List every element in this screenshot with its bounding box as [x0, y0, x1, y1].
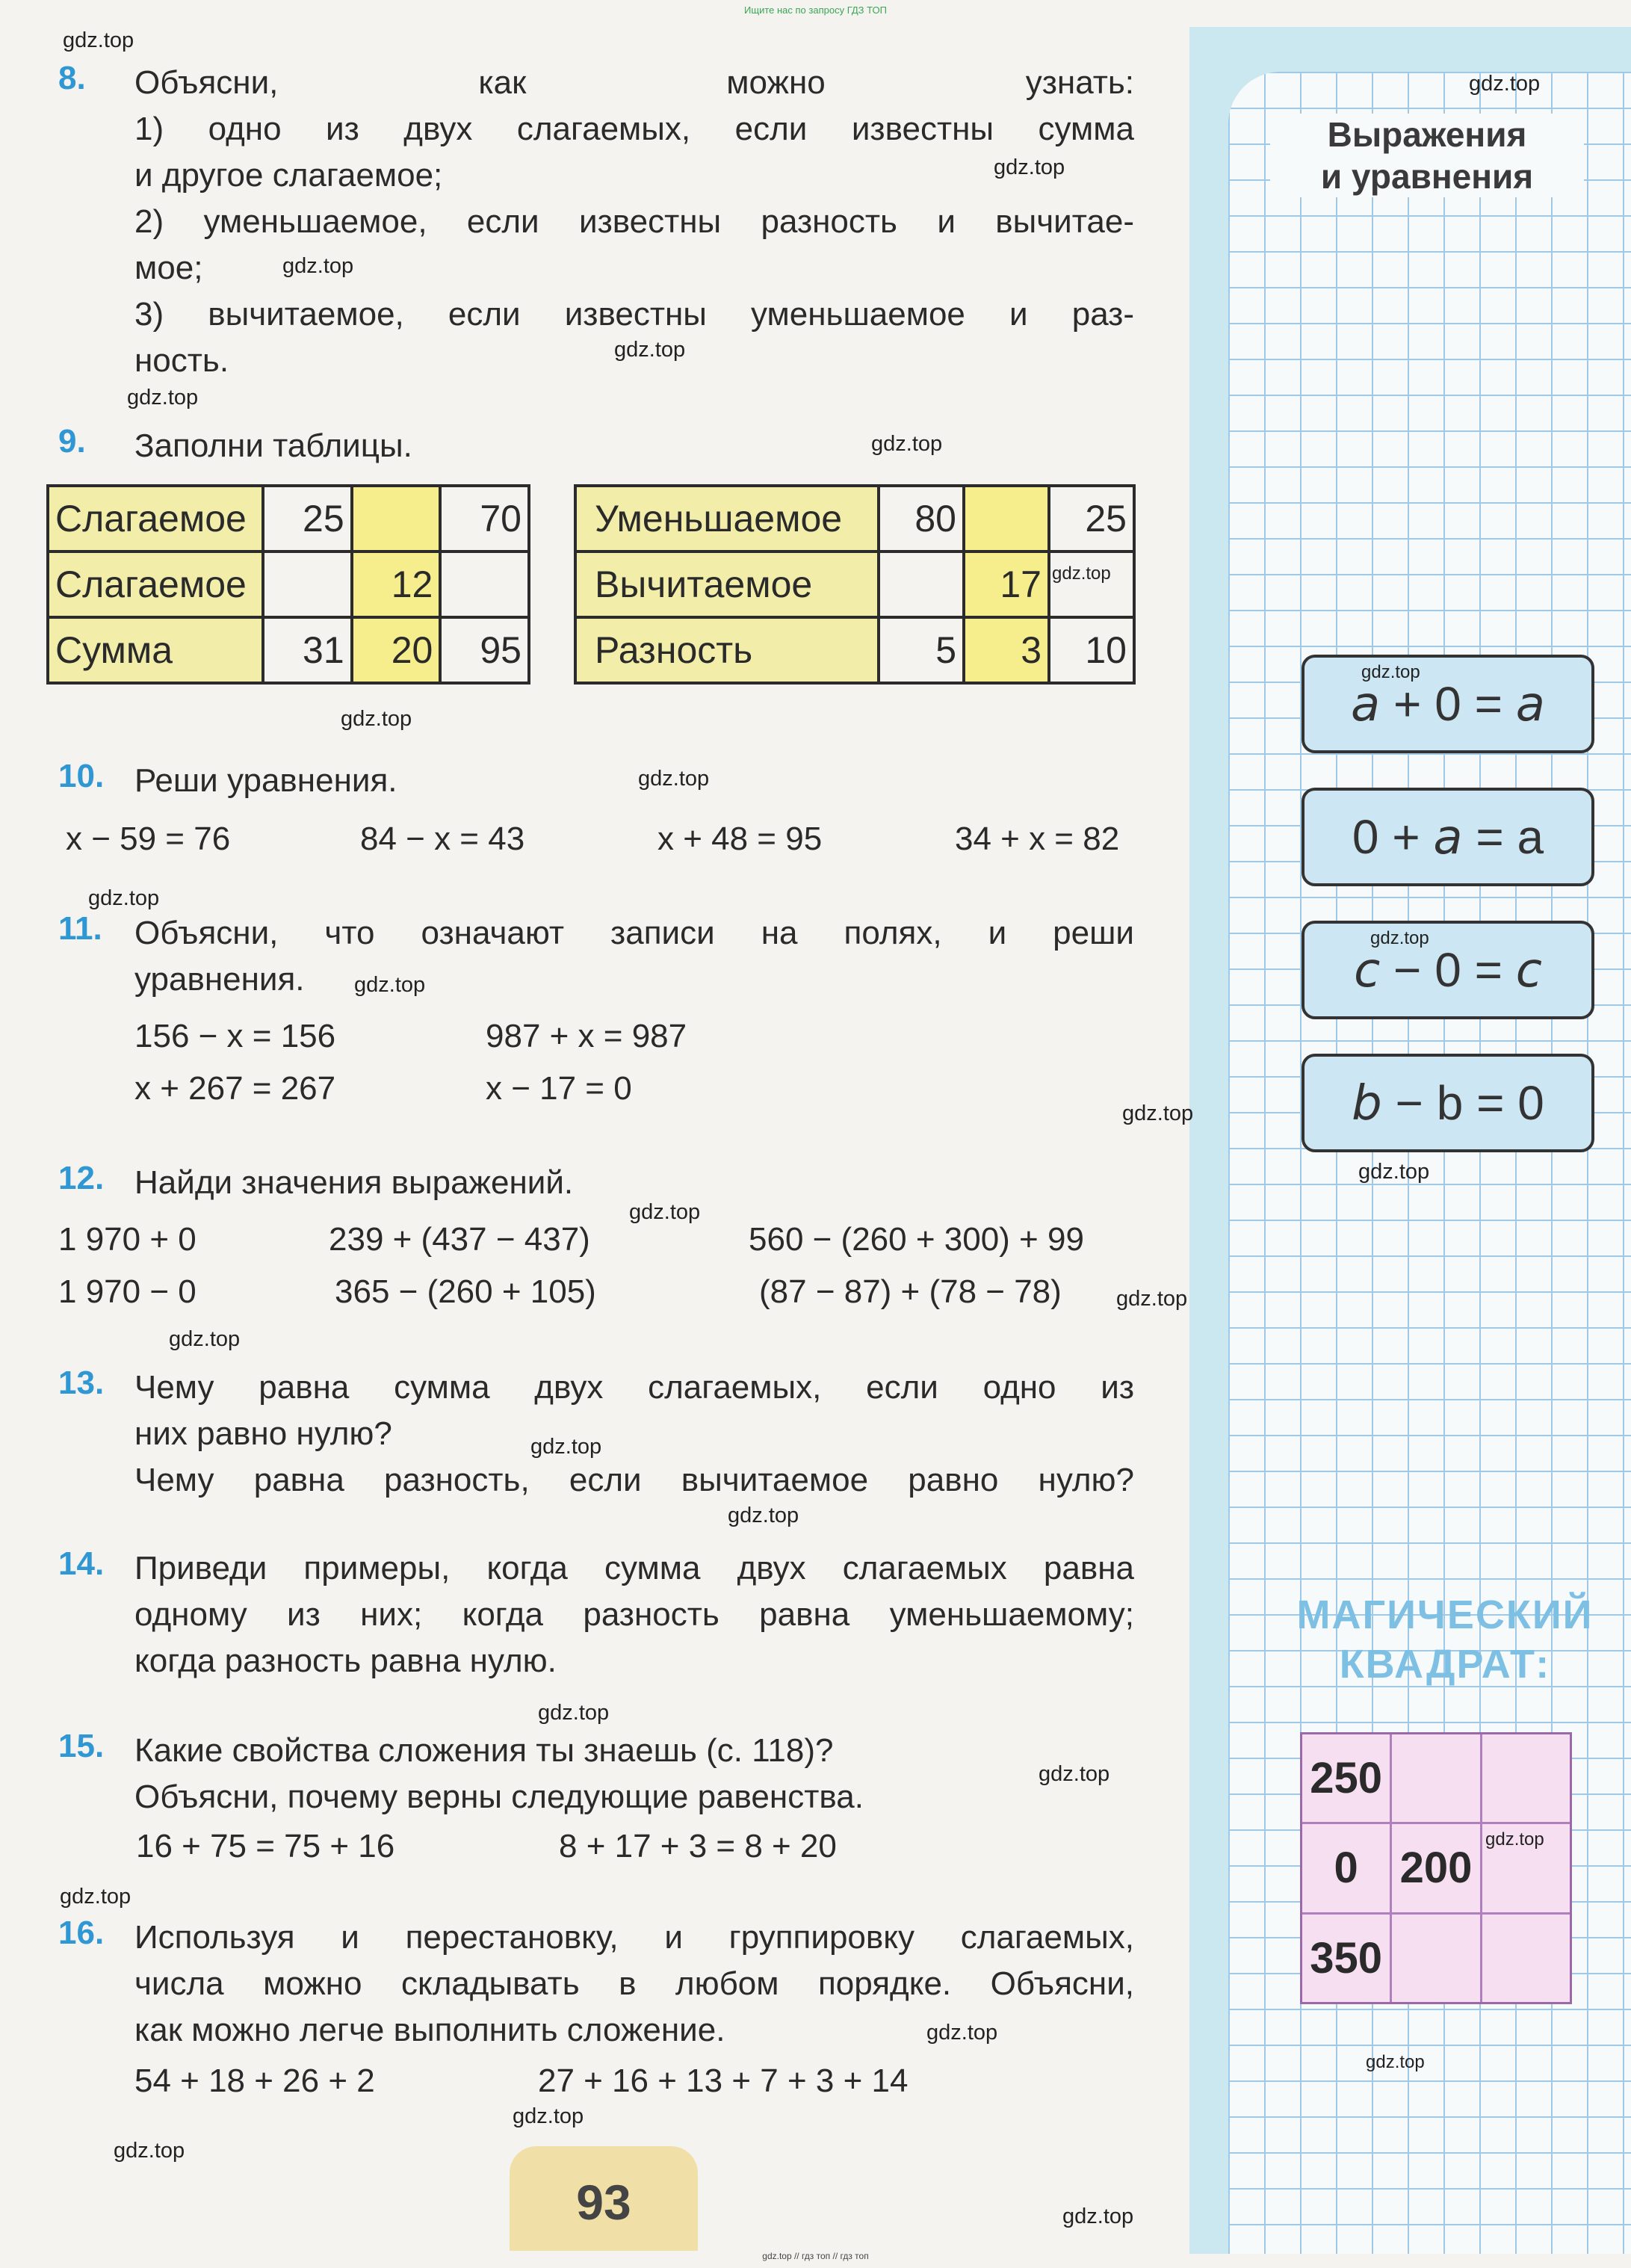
table-label: Разность — [575, 617, 879, 683]
equation: 84 − x = 43 — [360, 821, 525, 857]
formula-var: c — [1354, 943, 1381, 998]
formula-var: b — [1352, 1076, 1382, 1131]
equation: x + 48 = 95 — [657, 821, 823, 857]
formula-var: a — [1433, 810, 1463, 865]
watermark: gdz.top — [614, 338, 686, 362]
table-label: Слагаемое — [48, 486, 263, 551]
watermark: gdz.top — [341, 707, 412, 731]
equation: x − 59 = 76 — [66, 821, 231, 857]
table-cell: 25 — [263, 486, 352, 551]
table-row — [48, 617, 529, 683]
expression-row — [58, 1221, 1142, 1266]
watermark: gdz.top — [538, 1701, 610, 1725]
magic-cell — [1482, 1915, 1570, 2002]
exercise-11 — [58, 910, 1134, 1003]
watermark: gdz.top — [127, 386, 199, 410]
exercise-line: когда разность равна нулю. — [134, 1643, 557, 1679]
exercise-15 — [58, 1728, 1134, 1820]
watermark: gdz.top — [282, 254, 354, 278]
formula-box-1 — [1302, 655, 1594, 753]
exercise-line: Какие свойства сложения ты знаешь (с. 118)? — [134, 1732, 834, 1769]
exercise-line: Заполни таблицы. — [134, 427, 412, 464]
formula-var: c — [1515, 943, 1542, 998]
watermark: gdz.top — [60, 1885, 131, 1909]
watermark: gdz.top — [1039, 1762, 1110, 1786]
exercise-line: одному из них; когда разность равна уменьшаемому; — [134, 1596, 1134, 1633]
watermark: gdz.top — [1366, 2052, 1425, 2072]
watermark: gdz.top — [1361, 662, 1420, 682]
exercise-number: 14. — [58, 1545, 105, 1582]
exercise-line: Объясни, почему верны следующие равенства. — [134, 1779, 864, 1815]
equation: 156 − x = 156 — [134, 1018, 336, 1054]
equation: 987 + x = 987 — [486, 1018, 687, 1054]
table-row — [575, 551, 1134, 617]
exercise-8 — [58, 60, 1134, 384]
expression: 560 − (260 + 300) + 99 — [749, 1221, 1084, 1258]
table-cell: 31 — [263, 617, 352, 683]
magic-cell — [1392, 1915, 1479, 2002]
exercise-line: как можно легче выполнить сложение. — [134, 2012, 725, 2048]
exercise-line: 2) уменьшаемое, если известны разность и вычитае- — [134, 203, 1134, 240]
exercise-line: 3) вычитаемое, если известны уменьшаемое и раз- — [134, 296, 1134, 333]
table-cell: 3 — [964, 617, 1049, 683]
exercise-line: Чему равна разность, если вычитаемое равно нулю? — [134, 1462, 1134, 1498]
exercise-line: них равно нулю? — [134, 1415, 392, 1452]
sidebar-title — [1270, 114, 1584, 197]
magic-cell: 250 — [1302, 1734, 1390, 1822]
watermark: gdz.top — [1062, 2204, 1134, 2228]
exercise-line: Объясни, что означают записи на полях, и реши — [134, 915, 1134, 951]
table-cell: 17 — [964, 551, 1049, 617]
formula-op: − 0 = — [1393, 943, 1502, 997]
table-cell: 80 — [879, 486, 964, 551]
formula-box-4 — [1302, 1054, 1594, 1152]
equation-row — [134, 1018, 807, 1063]
table-label: Уменьшаемое — [575, 486, 879, 551]
exercise-line: уравнения. — [134, 961, 305, 998]
formula-box-3 — [1302, 921, 1594, 1019]
exercise-number: 10. — [58, 758, 105, 794]
exercise-line: ность. — [134, 342, 229, 379]
equation-row — [136, 1828, 958, 1873]
formula-op: 0 + — [1352, 810, 1420, 864]
magic-cell: 0 — [1302, 1824, 1390, 1912]
exercise-line: Приведи примеры, когда сумма двух слагаемых равна — [134, 1550, 1134, 1586]
table-cell: 25 — [1049, 486, 1134, 551]
exercise-number: 11. — [58, 910, 102, 947]
table-cell: 20 — [352, 617, 441, 683]
exercise-number: 8. — [58, 60, 86, 96]
watermark: gdz.top — [114, 2139, 185, 2163]
formula-op: = a — [1476, 810, 1544, 864]
equation: x − 17 = 0 — [486, 1070, 632, 1107]
watermark: gdz.top — [1052, 563, 1111, 584]
watermark: gdz.top — [728, 1504, 799, 1527]
exercise-line: и другое слагаемое; — [134, 157, 443, 194]
table-cell: 95 — [440, 617, 529, 683]
exercise-number: 13. — [58, 1365, 105, 1401]
subtraction-table — [574, 484, 1136, 685]
exercise-line: Используя и перестановку, и группировку слагаемых, — [134, 1919, 1134, 1956]
magic-cell — [1392, 1734, 1479, 1822]
exercise-line: Реши уравнения. — [134, 762, 397, 799]
exercise-line: мое; — [134, 250, 203, 286]
addition-table — [46, 484, 530, 685]
exercise-line: 1) одно из двух слагаемых, если известны сумма — [134, 111, 1134, 147]
exercise-line: Найди значения выражений. — [134, 1164, 574, 1201]
exercise-10 — [58, 758, 1134, 804]
equation: x + 267 = 267 — [134, 1070, 336, 1107]
formula-var: a — [1351, 677, 1381, 732]
expression-row — [58, 1273, 1142, 1318]
equation-row — [134, 1070, 807, 1115]
magic-title-line2: КВАДРАТ: — [1339, 1642, 1551, 1687]
table-cell — [964, 486, 1049, 551]
exercise-number: 12. — [58, 1160, 105, 1196]
exercise-9 — [58, 423, 1134, 469]
table-row — [575, 617, 1134, 683]
magic-title-line1: МАГИЧЕСКИЙ — [1296, 1592, 1594, 1637]
table-row — [48, 551, 529, 617]
watermark: gdz.top — [638, 767, 710, 791]
watermark: gdz.top — [88, 886, 160, 910]
table-cell — [879, 551, 964, 617]
watermark: gdz.top — [926, 2021, 998, 2045]
equation-row — [66, 821, 1142, 865]
table-label: Вычитаемое — [575, 551, 879, 617]
table-row — [48, 486, 529, 551]
table-cell: 10 — [1049, 617, 1134, 683]
watermark: gdz.top — [513, 2104, 584, 2128]
expression: 239 + (437 − 437) — [329, 1221, 590, 1258]
exercise-number: 9. — [58, 423, 86, 460]
sidebar-title-line1: Выражения — [1327, 115, 1527, 154]
table-row — [575, 486, 1134, 551]
table-cell: 12 — [352, 551, 441, 617]
expression: 365 − (260 + 105) — [335, 1273, 596, 1310]
table-cell — [352, 486, 441, 551]
magic-cell: 200 — [1392, 1824, 1479, 1912]
watermark: gdz.top — [63, 28, 134, 52]
expression: 1 970 − 0 — [58, 1273, 196, 1310]
watermark: gdz.top — [1116, 1287, 1188, 1311]
table-cell: 70 — [440, 486, 529, 551]
equation: 16 + 75 = 75 + 16 — [136, 1828, 395, 1864]
formula-op: − b = — [1395, 1076, 1505, 1130]
exercise-12 — [58, 1160, 1134, 1206]
magic-cell — [1482, 1734, 1570, 1822]
exercise-number: 16. — [58, 1915, 105, 1951]
formula-box-2 — [1302, 788, 1594, 886]
watermark: gdz.top — [629, 1200, 701, 1224]
sidebar-title-line2: и уравнения — [1320, 157, 1534, 196]
watermark: gdz.top — [871, 432, 943, 456]
watermark: gdz.top — [1485, 1829, 1544, 1850]
table-cell — [263, 551, 352, 617]
magic-square-title — [1291, 1590, 1599, 1689]
watermark: gdz.top — [354, 973, 426, 997]
equation-row — [134, 2062, 1031, 2107]
table-cell — [1049, 551, 1134, 617]
watermark: gdz.top — [1122, 1101, 1194, 1125]
table-label: Слагаемое — [48, 551, 263, 617]
formula-var: a — [1515, 677, 1545, 732]
equation: 34 + x = 82 — [955, 821, 1120, 857]
exercise-number: 15. — [58, 1728, 105, 1764]
equation: 8 + 17 + 3 = 8 + 20 — [559, 1828, 837, 1864]
watermark: gdz.top — [1370, 928, 1429, 948]
expression: (87 − 87) + (78 − 78) — [759, 1273, 1062, 1310]
exercise-13 — [58, 1365, 1134, 1504]
expression: 1 970 + 0 — [58, 1221, 196, 1258]
table-label: Сумма — [48, 617, 263, 683]
exercise-14 — [58, 1545, 1134, 1684]
formula-op: 0 — [1517, 1076, 1544, 1130]
watermark: gdz.top — [1358, 1160, 1430, 1184]
table-cell: 5 — [879, 617, 964, 683]
equation: 27 + 16 + 13 + 7 + 3 + 14 — [538, 2062, 909, 2099]
watermark: gdz.top — [169, 1327, 241, 1351]
watermark: gdz.top — [530, 1435, 602, 1459]
exercise-line: Чему равна сумма двух слагаемых, если одно из — [134, 1369, 1134, 1406]
bottom-note: gdz.top // гдз топ // гдз топ — [762, 2251, 869, 2261]
exercise-line: Объясни, как можно узнать: — [134, 64, 1134, 101]
watermark: gdz.top — [994, 155, 1065, 179]
magic-square — [1300, 1732, 1572, 2004]
top-note: Ищите нас по запросу ГДЗ ТОП — [744, 4, 887, 16]
equation: 54 + 18 + 26 + 2 — [134, 2062, 375, 2099]
formula-op: + 0 = — [1393, 677, 1502, 731]
exercise-line: числа можно складывать в любом порядке. Объясни, — [134, 1965, 1134, 2002]
magic-cell: 350 — [1302, 1915, 1390, 2002]
table-cell — [440, 551, 529, 617]
watermark: gdz.top — [1469, 72, 1541, 96]
page-number: 93 — [510, 2146, 698, 2251]
